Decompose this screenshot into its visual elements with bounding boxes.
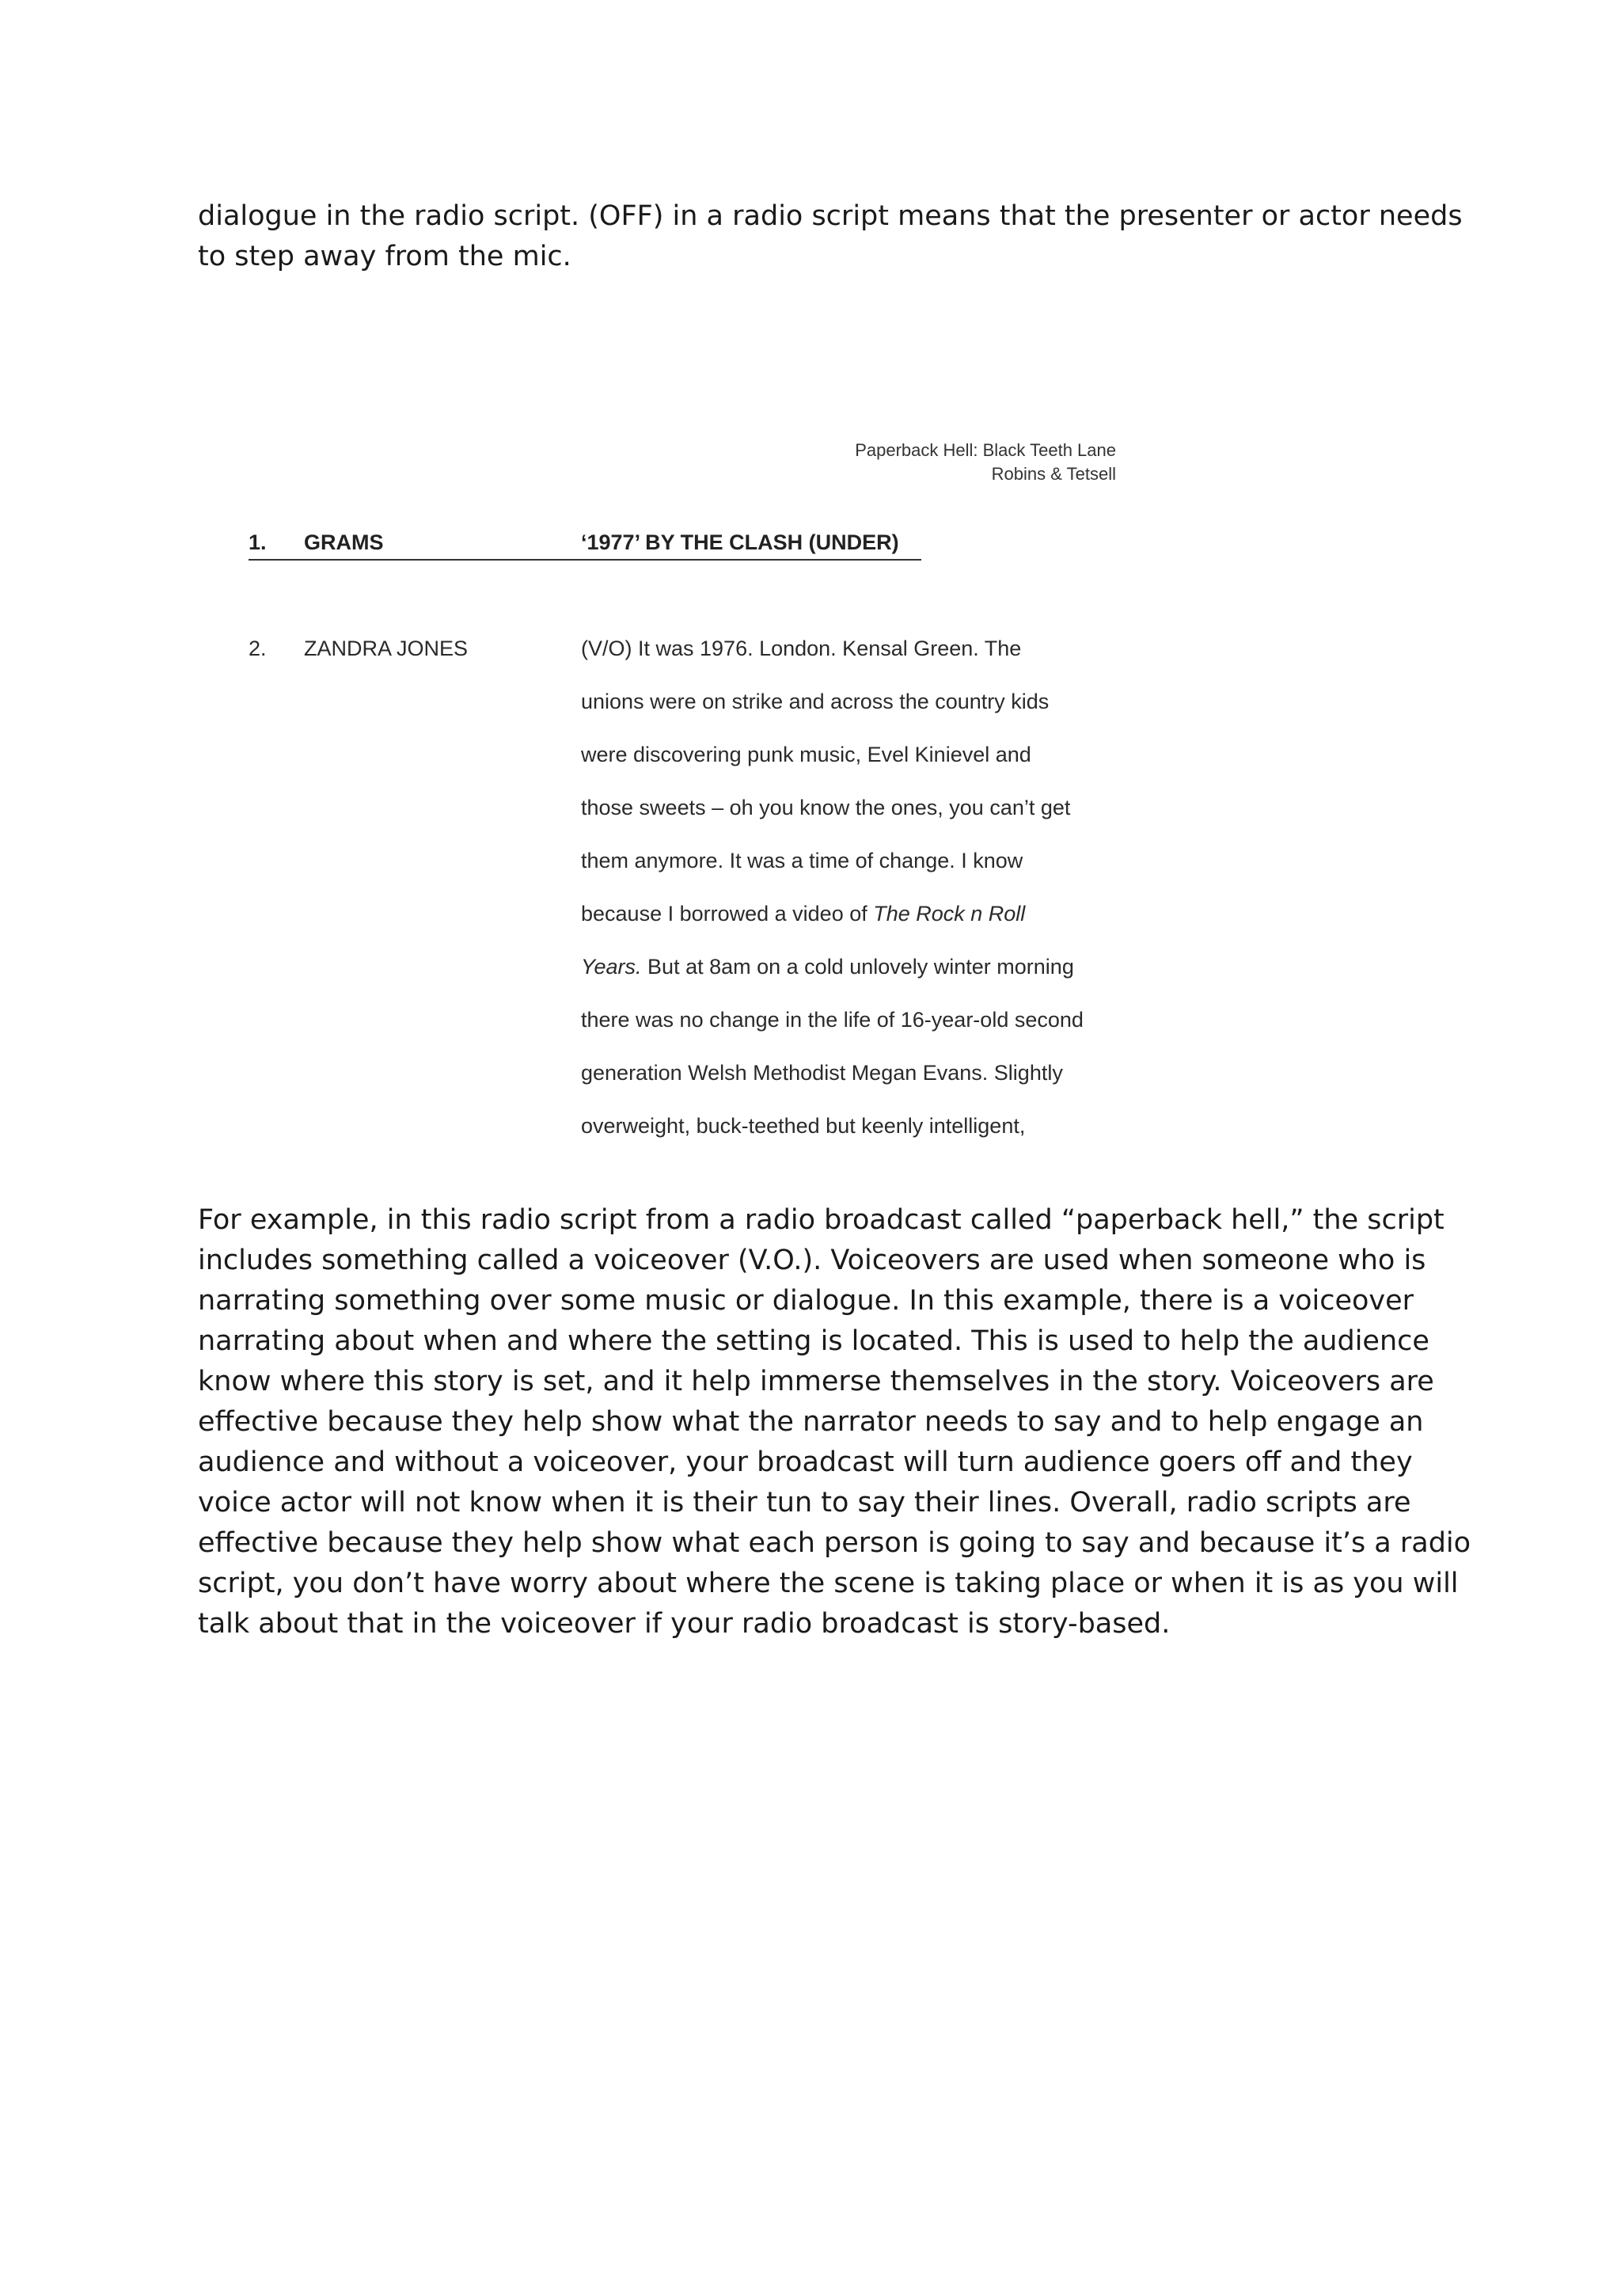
dialogue-line-text: But at 8am on a cold unlovely winter morning [641, 955, 1074, 979]
body-line: For example, in this radio script from a radio broadcast called “paperback hell,” the script [198, 1204, 1444, 1236]
intro-line: dialogue in the radio script. (OFF) in a radio script means that the presenter or actor needs [198, 200, 1463, 232]
cue-label: GRAMS [304, 530, 384, 554]
body-line: talk about that in the voiceover if your radio broadcast is story-based. [198, 1608, 1171, 1640]
script-cue-grams [249, 530, 961, 562]
dialogue-line [581, 902, 1135, 955]
cue-number: 1. [249, 530, 267, 554]
radio-script-excerpt [237, 434, 1148, 1146]
body-line: effective because they help show what the narrator needs to say and to help engage an [198, 1406, 1424, 1438]
intro-paragraph [198, 196, 1463, 277]
dialogue-text [581, 637, 1135, 1167]
dialogue-line: generation Welsh Methodist Megan Evans. Slightly [581, 1061, 1063, 1085]
dialogue-line [581, 955, 1135, 1008]
script-header [855, 439, 1116, 486]
cue-underline [249, 559, 921, 561]
dialogue-line: there was no change in the life of 16-year-old second [581, 1008, 1084, 1032]
dialogue-line: unions were on strike and across the country kids [581, 690, 1050, 713]
dialogue-speaker: ZANDRA JONES [304, 637, 469, 660]
body-line: audience and without a voiceover, your broadcast will turn audience goers off and they [198, 1446, 1413, 1478]
body-line: know where this story is set, and it help immerse themselves in the story. Voiceovers are [198, 1366, 1434, 1397]
dialogue-line-text: because I borrowed a video of [581, 902, 874, 926]
dialogue-italic-title: Years. [581, 955, 642, 979]
dialogue-line: (V/O) It was 1976. London. Kensal Green. The [581, 637, 1022, 660]
script-title: Paperback Hell: Black Teeth Lane [855, 440, 1116, 460]
dialogue-line: them anymore. It was a time of change. I know [581, 849, 1023, 872]
body-line: script, you don’t have worry about where the scene is taking place or when it is as you will [198, 1568, 1459, 1599]
dialogue-italic-title: The Rock n Roll [873, 902, 1026, 926]
dialogue-number: 2. [249, 637, 267, 660]
dialogue-line: overweight, buck-teethed but keenly intelligent, [581, 1114, 1026, 1138]
script-authors: Robins & Tetsell [991, 464, 1116, 484]
body-line: effective because they help show what each person is going to say and because it’s a radio [198, 1527, 1471, 1559]
body-line: voice actor will not know when it is their tun to say their lines. Overall, radio scripts are [198, 1487, 1411, 1519]
cue-text: ‘1977’ BY THE CLASH (UNDER) [581, 530, 899, 554]
body-line: narrating something over some music or dialogue. In this example, there is a voiceover [198, 1285, 1414, 1317]
intro-line: to step away from the mic. [198, 241, 571, 272]
body-paragraph [198, 1200, 1471, 1644]
body-line: includes something called a voiceover (V.O.). Voiceovers are used when someone who is [198, 1245, 1426, 1276]
dialogue-line: were discovering punk music, Evel Kinievel and [581, 743, 1031, 766]
dialogue-line: those sweets – oh you know the ones, you can’t get [581, 796, 1071, 819]
body-line: narrating about when and where the setting is located. This is used to help the audience [198, 1325, 1429, 1357]
